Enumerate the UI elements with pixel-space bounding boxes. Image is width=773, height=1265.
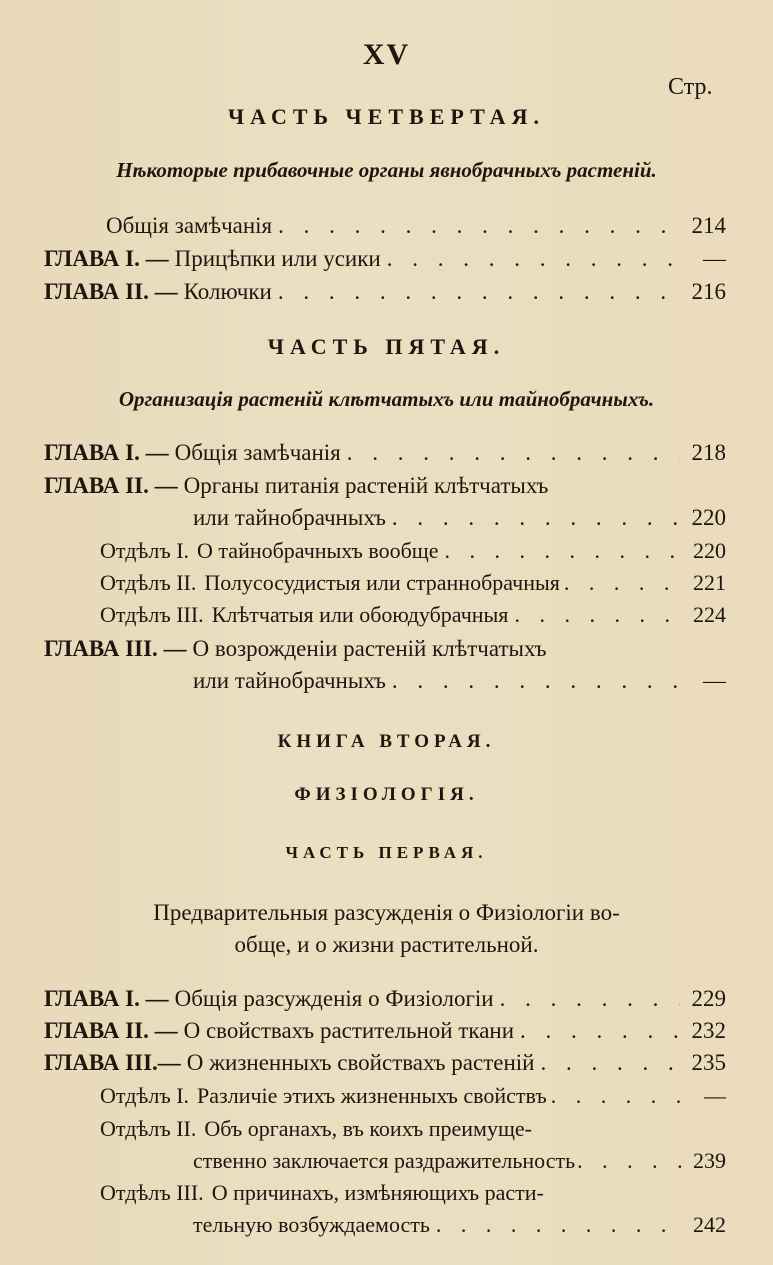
part-five-title: ЧАСТЬ ПЯТАЯ. — [267, 334, 506, 359]
dot-leader — [500, 986, 680, 1012]
entry-lead: Отдѣлъ III. — [100, 602, 204, 627]
entry-lead: Отдѣлъ II. — [100, 570, 197, 595]
dot-leader — [387, 246, 680, 272]
entry-text: Органы питанія растеній клѣтчатыхъ — [183, 473, 549, 498]
dot-leader — [577, 1148, 684, 1174]
toc-entry[interactable] — [44, 473, 726, 499]
entry-text: тельную возбуждаемость — [193, 1212, 430, 1237]
entry-page: 232 — [691, 1018, 726, 1043]
toc-entry[interactable] — [100, 1180, 726, 1206]
part-five-subtitle: Организація растеній клѣтчатыхъ или тайнобрачныхъ. — [118, 387, 655, 411]
book-two-part-one-subtitle-1: Предварительныя разсужденія о Физіологіи во- — [153, 900, 620, 925]
dot-leader — [520, 1018, 680, 1044]
entry-page: 239 — [693, 1148, 726, 1173]
dot-leader — [551, 1083, 682, 1109]
page-number: XV — [362, 38, 411, 71]
toc-entry-continuation[interactable] — [193, 1212, 726, 1238]
entry-page: 220 — [693, 538, 726, 563]
dot-leader — [392, 668, 680, 694]
dot-leader — [564, 570, 682, 596]
toc-entry-continuation[interactable] — [193, 505, 726, 531]
dot-leader — [392, 505, 680, 531]
entry-page: 216 — [691, 279, 726, 304]
entry-lead: ГЛАВА III. — — [44, 636, 187, 661]
book-two-part-one-title: ЧАСТЬ ПЕРВАЯ. — [285, 843, 488, 862]
toc-entry-continuation[interactable] — [193, 668, 726, 694]
entry-lead: ГЛАВА II. — — [44, 473, 178, 498]
entry-page: 214 — [691, 213, 726, 238]
toc-entry[interactable] — [100, 570, 726, 596]
book-two-title: КНИГА ВТОРАЯ. — [277, 731, 496, 752]
toc-entry[interactable] — [44, 986, 726, 1012]
entry-page: — — [704, 1083, 726, 1108]
entry-page: 221 — [693, 570, 726, 595]
book-two-part-one-subtitle-2: обще, и о жизни растительной. — [234, 932, 539, 957]
dot-leader — [444, 538, 680, 564]
entry-text: Полусосудистыя или страннобрачныя — [204, 570, 560, 595]
dot-leader — [347, 440, 680, 466]
entry-lead: ГЛАВА I. — — [44, 986, 169, 1011]
page-column-label: Стр. — [668, 74, 713, 100]
entry-lead: ГЛАВА I. — — [44, 440, 169, 465]
entry-text: О возрожденіи растеній клѣтчатыхъ — [192, 636, 547, 661]
entry-text: О жизненныхъ свойствахъ растеній — [186, 1050, 535, 1075]
dot-leader — [278, 279, 680, 305]
toc-entry[interactable] — [44, 440, 726, 466]
entry-text: Клѣтчатыя или обоюдубрачныя — [211, 602, 509, 627]
entry-text: или тайнобрачныхъ — [193, 505, 386, 530]
toc-entry[interactable] — [106, 213, 726, 239]
entry-lead: Отдѣлъ II. — [100, 1116, 197, 1141]
entry-text: Прицѣпки или усики — [174, 246, 381, 271]
toc-entry[interactable] — [44, 636, 726, 662]
dot-leader — [278, 213, 680, 239]
entry-page: 224 — [693, 602, 726, 627]
entry-text: Общія замѣчанія — [174, 440, 341, 465]
dot-leader — [436, 1212, 680, 1238]
toc-entry[interactable] — [100, 538, 726, 564]
entry-page: 229 — [691, 986, 726, 1011]
part-four-title: ЧАСТЬ ЧЕТВЕРТАЯ. — [228, 104, 545, 129]
entry-lead: ГЛАВА II. — — [44, 279, 178, 304]
dot-leader — [514, 602, 680, 628]
toc-entry-continuation[interactable] — [193, 1148, 726, 1174]
entry-text: Общія замѣчанія — [106, 213, 273, 238]
entry-text: О свойствахъ растительной ткани — [183, 1018, 515, 1043]
entry-lead: Отдѣлъ III. — [100, 1180, 204, 1205]
toc-entry[interactable] — [44, 1050, 726, 1076]
entry-lead: ГЛАВА III.— — [44, 1050, 181, 1075]
entry-page: 242 — [693, 1212, 726, 1237]
toc-entry[interactable] — [100, 602, 726, 628]
toc-entry[interactable] — [44, 246, 726, 272]
toc-entry[interactable] — [100, 1083, 726, 1109]
toc-entry[interactable] — [100, 1116, 726, 1142]
entry-page: 218 — [691, 440, 726, 465]
book-two-subject: ФИЗІОЛОГІЯ. — [294, 784, 479, 805]
entry-text: О причинахъ, измѣняющихъ расти- — [211, 1180, 544, 1205]
entry-text: Объ органахъ, въ коихъ преимуще- — [204, 1116, 532, 1141]
entry-lead: ГЛАВА I. — — [44, 246, 169, 271]
entry-page: — — [703, 246, 726, 271]
entry-page: — — [703, 668, 726, 693]
entry-page: 235 — [691, 1050, 726, 1075]
entry-page: 220 — [691, 505, 726, 530]
entry-lead: ГЛАВА II. — — [44, 1018, 178, 1043]
part-four-subtitle: Нѣкоторые прибавочные органы явнобрачныхъ растеній. — [116, 158, 657, 182]
entry-text: или тайнобрачныхъ — [193, 668, 386, 693]
entry-text: ственно заключается раздражительность — [193, 1148, 576, 1173]
entry-lead: Отдѣлъ I. — [100, 1083, 190, 1108]
toc-entry[interactable] — [44, 279, 726, 305]
entry-lead: Отдѣлъ I. — [100, 538, 190, 563]
toc-entry[interactable] — [44, 1018, 726, 1044]
entry-text: Различіе этихъ жизненныхъ свойствъ — [197, 1083, 547, 1108]
entry-text: Общія разсужденія о Физіологіи — [174, 986, 494, 1011]
dot-leader — [540, 1050, 680, 1076]
entry-text: О тайнобрачныхъ вообще — [197, 538, 439, 563]
entry-text: Колючки — [183, 279, 272, 304]
